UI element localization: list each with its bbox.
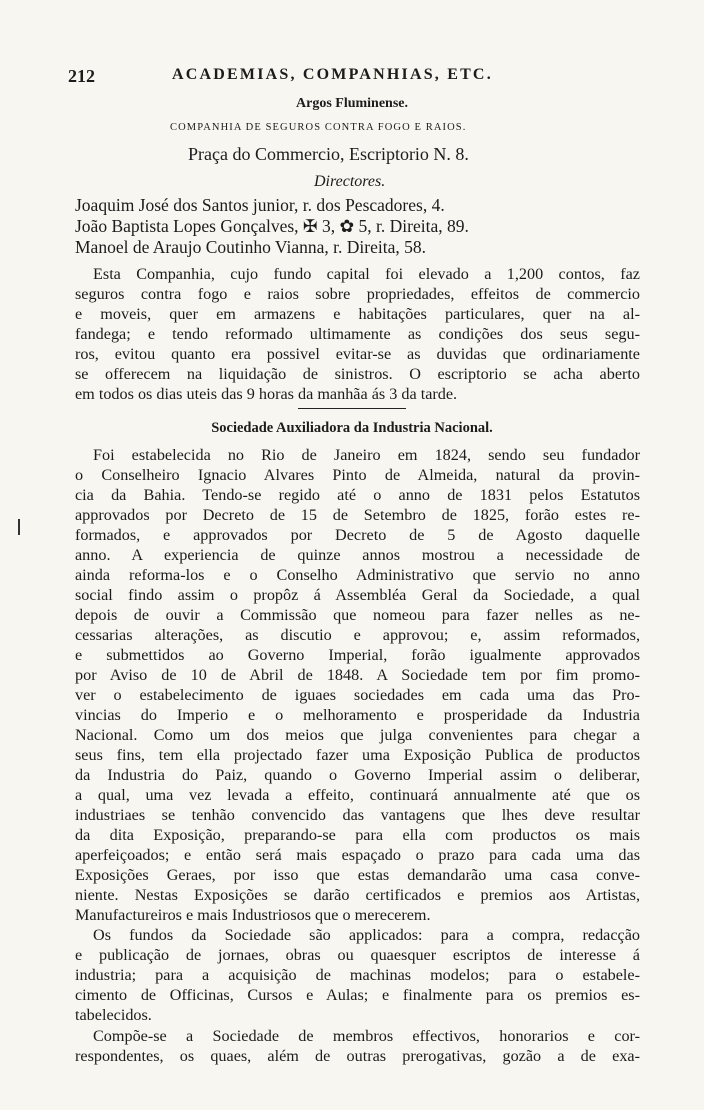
section-title: Sociedade Auxiliadora da Industria Nacional.: [211, 420, 493, 436]
text-line: cessarias alterações, as discutio e approvou; e, assim reformados,: [75, 626, 640, 644]
director-entry: Joaquim José dos Santos junior, r. dos Pescadores, 4.: [75, 195, 445, 215]
text-line: cimento de Officinas, Cursos e Aulas; e finalmente para os premios es-: [75, 986, 640, 1004]
text-line: seus fins, tem ella projectado fazer uma Exposição Publica de productos: [75, 746, 640, 764]
text-line: da dita Exposição, preparando-se para ella com productos os mais: [75, 826, 640, 844]
text-line: e publicação de jornaes, obras ou quaesquer escriptos de interesse á: [75, 946, 640, 964]
text-line: niente. Nestas Exposições se darão certificados e premios aos Artistas,: [75, 886, 640, 904]
director-entry: João Baptista Lopes Gonçalves, ✠ 3, ✿ 5, r. Direita, 89.: [75, 216, 469, 236]
text-line: e submettidos ao Governo Imperial, forão igualmente approvados: [75, 646, 640, 664]
text-line: Foi estabelecida no Rio de Janeiro em 1824, sendo seu fundador: [93, 446, 640, 464]
text-line: o Conselheiro Ignacio Alvares Pinto de Almeida, natural da provin-: [75, 466, 640, 484]
text-line: industriaes se tenhão convencido das vantagens que lhes deve resultar: [75, 806, 640, 824]
text-line: Exposições Geraes, por isso que estas demandarão uma casa conve-: [75, 866, 640, 884]
text-line: cia da Bahia. Tendo-se regido até o anno de 1831 pelos Estatutos: [75, 486, 640, 504]
text-line: Nacional. Como um dos meios que julga convenientes para chegar a: [75, 726, 640, 744]
text-line: e moveis, quer em armazens e habitações particulares, quer na al-: [75, 305, 640, 323]
text-line: por Aviso de 10 de Abril de 1848. A Sociedade tem por fim promo-: [75, 666, 640, 684]
text-line: a qual, uma vez levada a effeito, continuará annualmente até que os: [75, 786, 640, 804]
text-line: industria; para a acquisição de machinas modelos; para o estabele-: [75, 966, 640, 984]
text-line: Esta Companhia, cujo fundo capital foi elevado a 1,200 contos, faz: [93, 265, 640, 283]
text-line: Manufactureiros e mais Industriosos que o merecerem.: [75, 906, 431, 924]
text-line: respondentes, os quaes, além de outras prerogativas, gozão a de exa-: [75, 1047, 640, 1065]
text-line: Os fundos da Sociedade são applicados: para a compra, redacção: [93, 926, 640, 944]
text-line: anno. A experiencia de quinze annos mostrou a necessidade de: [75, 546, 640, 564]
running-header: [68, 66, 648, 90]
text-line: tabelecidos.: [75, 1006, 152, 1024]
text-line: ver o estabelecimento de iguaes sociedades em cada uma das Pro-: [75, 686, 640, 704]
text-line: em todos os dias uteis das 9 horas da manhãa ás 3 da tarde.: [75, 385, 458, 403]
directors-heading: Directores.: [314, 173, 386, 190]
text-line: vincias do Imperio e o melhoramento e prosperidade da Industria: [75, 706, 640, 724]
text-line: se offerecem na liquidação de sinistros. O escriptorio se acha aberto: [75, 365, 640, 383]
company-name: Argos Fluminense.: [296, 96, 408, 111]
text-line: fandega; e tendo reformado ultimamente as condições dos seus segu-: [75, 325, 640, 343]
director-entry: Manoel de Araujo Coutinho Vianna, r. Direita, 58.: [75, 237, 426, 257]
header-title: ACADEMIAS, COMPANHIAS, ETC.: [172, 66, 493, 83]
section-divider: [298, 408, 406, 409]
margin-mark: [18, 519, 20, 535]
text-line: depois de ouvir a Commissão que nomeou para fazer nelles as ne-: [75, 606, 640, 624]
text-line: approvados por Decreto de 15 de Setembro de 1825, forão estes re-: [75, 506, 640, 524]
text-line: seguros contra fogo e raios sobre propriedades, effeitos de commercio: [75, 285, 640, 303]
page-number: 212: [68, 66, 95, 86]
text-line: social findo assim o propôz á Assembléa Geral da Sociedade, a qual: [75, 586, 640, 604]
text-line: ros, evitou quanto era possivel evitar-se as duvidas que ordinariamente: [75, 345, 640, 363]
text-line: formados, e approvados por Decreto de 5 de Agosto daquelle: [75, 526, 640, 544]
text-line: aperfeiçoados; e então será mais espaçado o prazo para cada uma das: [75, 846, 640, 864]
text-line: da Industria do Paiz, quando o Governo Imperial assim o deliberar,: [75, 766, 640, 784]
text-line: ainda reforma-los e o Conselho Administrativo que servio no anno: [75, 566, 640, 584]
text-line: Compõe-se a Sociedade de membros effectivos, honorarios e cor-: [93, 1027, 640, 1045]
company-address: Praça do Commercio, Escriptorio N. 8.: [188, 144, 469, 164]
company-subtitle: COMPANHIA DE SEGUROS CONTRA FOGO E RAIOS.: [170, 122, 467, 133]
